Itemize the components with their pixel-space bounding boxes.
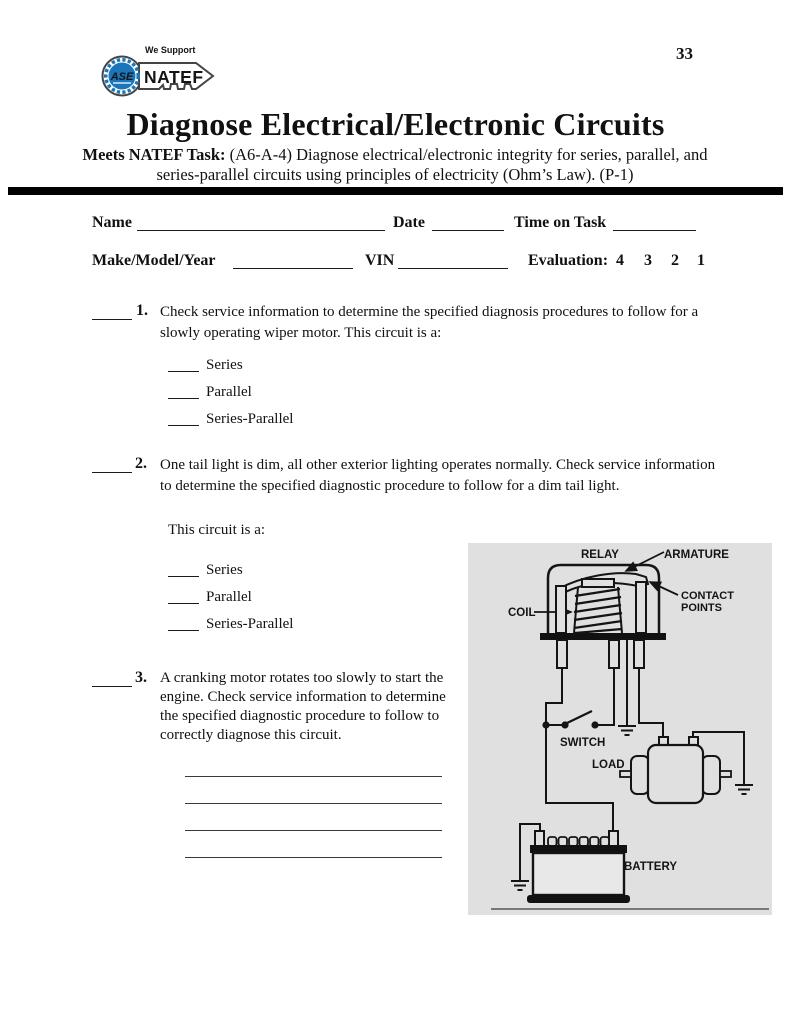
evaluation-label: Evaluation:	[528, 252, 609, 269]
contact-points-label-line1: CONTACT	[681, 590, 734, 602]
natef-logo	[98, 40, 218, 102]
page-number: 33	[676, 44, 693, 63]
armature-label: ARMATURE	[664, 549, 729, 561]
load-right-cap	[702, 756, 720, 794]
battery-base	[527, 895, 630, 903]
load-body	[648, 745, 703, 803]
relay-pin-3	[634, 640, 644, 668]
switch-node-2	[561, 721, 568, 728]
name-blank-line[interactable]	[137, 230, 385, 231]
make-model-year-label: Make/Model/Year	[92, 252, 216, 269]
q2-number: 2.	[135, 455, 147, 472]
ground-symbol-battery	[511, 881, 529, 890]
contact-points-label-line2: POINTS	[681, 602, 722, 614]
battery-terminal-left	[535, 831, 544, 846]
load-shaft-right	[720, 771, 731, 777]
wire-pin3-to-load	[639, 668, 663, 738]
switch-label: SWITCH	[560, 737, 606, 749]
relay-pin-2	[609, 640, 619, 668]
q2-option-series-parallel-label: Series-Parallel	[206, 616, 294, 632]
relay-circuit-diagram	[468, 543, 772, 915]
q2-option-series-label: Series	[206, 562, 243, 578]
q2-grade-blank[interactable]	[92, 472, 132, 473]
q1-option-series-blank[interactable]	[168, 371, 199, 372]
q2-option-series-parallel-blank[interactable]	[168, 630, 199, 631]
q1-number: 1.	[136, 302, 148, 319]
relay-left-post	[556, 586, 566, 633]
task-statement	[65, 145, 725, 185]
q1-option-parallel-label: Parallel	[206, 384, 252, 400]
contact-points-arrow	[650, 582, 678, 595]
natef-key-logo-graphic	[98, 40, 218, 102]
q3-answer-line-2[interactable]	[185, 803, 442, 804]
date-blank-line[interactable]	[432, 230, 504, 231]
task-statement-bold: Meets NATEF Task:	[82, 145, 226, 164]
q2-option-parallel-blank[interactable]	[168, 603, 199, 604]
q3-number: 3.	[135, 669, 147, 686]
q1-text: Check service information to determine the specified diagnosis procedures to follow for a slowly operating wiper motor. This circuit is a:	[160, 304, 699, 341]
q1-option-series-parallel-blank[interactable]	[168, 425, 199, 426]
battery-cell-caps	[548, 837, 609, 846]
battery-terminal-right	[609, 831, 618, 846]
q1-option-parallel-blank[interactable]	[168, 398, 199, 399]
battery-body	[533, 853, 624, 895]
ground-symbol-core	[618, 726, 636, 735]
switch-node-3	[591, 721, 598, 728]
evaluation-score-4[interactable]: 4	[616, 252, 624, 269]
time-on-task-label: Time on Task	[514, 214, 607, 231]
q3-answer-line-1[interactable]	[185, 776, 442, 777]
coil-windings	[574, 589, 622, 633]
ase-text: ASE	[110, 71, 134, 83]
natef-text: NATEF	[144, 67, 204, 87]
load-left-cap	[631, 756, 649, 794]
q1-option-series-label: Series	[206, 357, 243, 373]
we-support-text: We Support	[145, 45, 196, 55]
divider-bar	[8, 187, 783, 195]
switch-blade	[565, 711, 592, 724]
battery-label: BATTERY	[624, 861, 678, 873]
q2-option-parallel-label: Parallel	[206, 589, 252, 605]
q2-text: One tail light is dim, all other exterior lighting operates normally. Check service information to determine the specified diagnostic procedure to follow for a dim tail light.	[160, 457, 716, 494]
wire-pin2-to-switch	[595, 668, 614, 725]
q2-option-series-blank[interactable]	[168, 576, 199, 577]
relay-base-bar	[540, 633, 666, 640]
q3-answer-line-3[interactable]	[185, 830, 442, 831]
vin-label: VIN	[365, 252, 395, 269]
evaluation-score-1[interactable]: 1	[697, 252, 705, 269]
time-on-task-blank-line[interactable]	[613, 230, 696, 231]
relay-pin-1	[557, 640, 567, 668]
q3-answer-line-4[interactable]	[185, 857, 442, 858]
q3-text: A cranking motor rotates too slowly to start the engine. Check service information to determine the specified diagnostic procedure to follow to correctly diagnose this circuit.	[160, 670, 446, 743]
battery-top-plate	[530, 845, 627, 853]
date-label: Date	[393, 214, 425, 231]
q1-option-series-parallel-label: Series-Parallel	[206, 411, 294, 427]
coil-label: COIL	[508, 607, 536, 619]
load-label: LOAD	[592, 759, 625, 771]
q2-prompt: This circuit is a:	[168, 522, 266, 538]
page-title: Diagnose Electrical/Electronic Circuits	[126, 106, 665, 142]
relay-circuit-drawing	[468, 543, 772, 915]
ground-symbol-load	[735, 785, 753, 794]
relay-label: RELAY	[581, 549, 619, 561]
name-label: Name	[92, 214, 132, 231]
evaluation-score-3[interactable]: 3	[644, 252, 652, 269]
wire-pin1-to-switch	[546, 668, 562, 725]
coil-top-cap	[582, 579, 614, 587]
vin-blank-line[interactable]	[398, 268, 508, 269]
q1-grade-blank[interactable]	[92, 319, 132, 320]
task-statement-rest: (A6-A-4) Diagnose electrical/electronic integrity for series, parallel, and	[225, 145, 708, 164]
load-shaft-left	[620, 771, 631, 777]
make-model-year-blank-line[interactable]	[233, 268, 353, 269]
evaluation-score-2[interactable]: 2	[671, 252, 679, 269]
armature-arrow	[626, 552, 664, 571]
q3-grade-blank[interactable]	[92, 686, 132, 687]
relay-right-post	[636, 582, 646, 633]
task-statement-line2: series-parallel circuits using principles of electricity (Ohm’s Law). (P-1)	[156, 165, 634, 184]
